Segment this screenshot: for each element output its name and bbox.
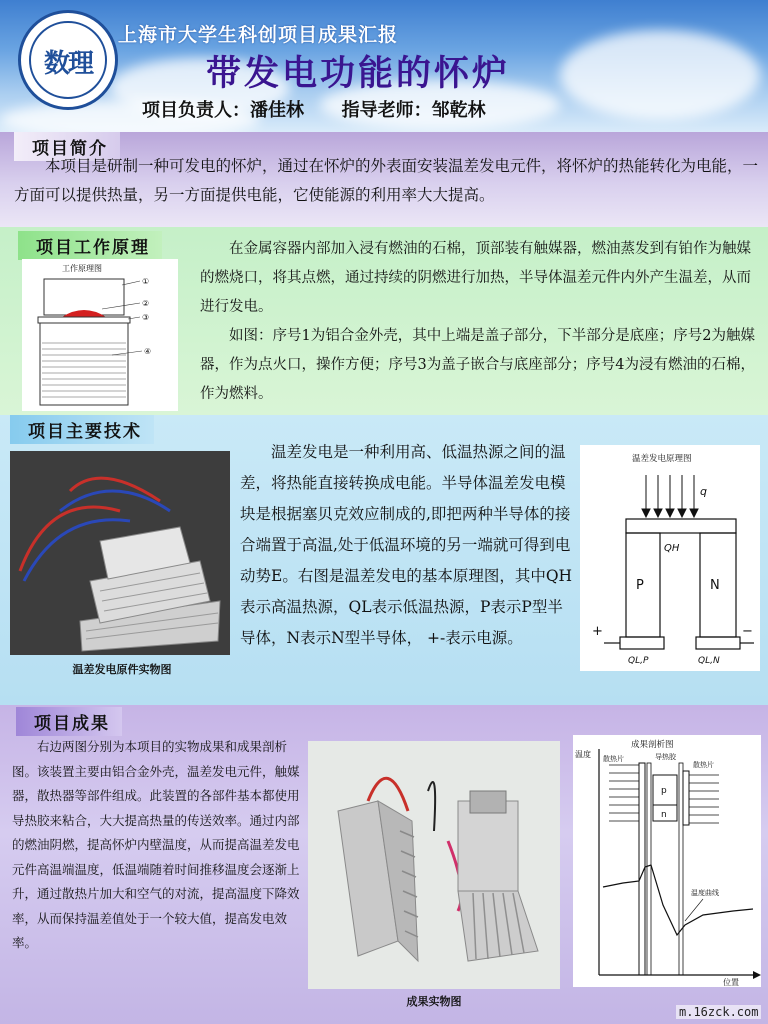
fig1-lid	[44, 279, 124, 315]
principle-heading: 项目工作原理	[18, 231, 162, 260]
module-photo-caption: 温差发电原件实物图	[72, 663, 172, 676]
result-body: 右边两图分别为本项目的实物成果和成果剖析图。该装置主要由铝合金外壳，温差发电元件，触媒器，散热器等部件组成。此装置的各部件基本都使用导热胶来粘合，大大提高热量的传送效率。通过内部的燃油阴燃，提高怀炉内壁温度，从而提高温差发电元件高温端温度，低温端随着时间推移温度会逐渐上升，通过散热片加大和空气的对流，提高温度下降效率，从而保持温差值处于一个较大值，提高发电效率。	[12, 739, 300, 950]
fig2-qh-label: QH	[664, 543, 680, 554]
fig1-catalyst	[62, 310, 106, 317]
fig2-p-label: P	[636, 578, 644, 593]
tech-body: 温差发电是一种利用高、低温热源之间的温差，将热能直接转换成电能。半导体温差发电模块是根据塞贝克效应制成的,即把两种半导体的接合端置于高温,处于低温环境的另一端就可得到电动势E。右图是温差发电的基本原理图，其中QH表示高温热源，QL表示低温热源，P表示P型半导体，N表示N型半导体， +-表示电源。	[240, 443, 573, 647]
tech-heading: 项目主要技术	[10, 415, 154, 444]
fig2-qln-label: QL,N	[698, 656, 720, 666]
working-principle-figure	[22, 259, 178, 411]
principle-section	[0, 227, 768, 415]
fig2-plus-label: +	[592, 624, 603, 639]
fig3-right-fins	[689, 775, 719, 823]
thermoelectric-principle-diagram	[580, 445, 760, 671]
fig3-curve-leader	[685, 899, 703, 921]
fig3-left-heatsink-label: 散热片	[603, 755, 624, 763]
fig3-left-fins	[609, 765, 639, 821]
fig1-marker-1: ①	[142, 277, 150, 286]
thermoelectric-module-photo	[10, 451, 230, 655]
fig3-glue-right	[679, 763, 683, 975]
principle-paragraph-1: 在金属容器内部加入浸有燃油的石棉，顶部装有触媒器，燃油蒸发到有铂作为触媒的燃烧口，将其点燃，通过持续的阴燃进行加热，半导体温差元件内外产生温差，从而进行发电。	[200, 241, 751, 315]
fig1-joint	[38, 317, 130, 323]
result-analysis-figure	[573, 735, 761, 987]
thermoelectric-principle-figure	[580, 445, 760, 671]
fig2-bottom-plate-left	[620, 637, 664, 649]
site-watermark: m.16zck.com	[676, 1005, 761, 1019]
fig1-leaders	[102, 281, 142, 355]
fig3-x-label: 位置	[723, 978, 739, 987]
project-leaders: 项目负责人：潘佳林 指导老师：邹乾林	[142, 100, 486, 121]
principle-paragraph-2: 如图：序号1为铝合金外壳，其中上端是盖子部分，下半部分是底座；序号2为触媒器，作为点火口，操作方便；序号3为盖子嵌合与底座部分；序号4为浸有燃油的石棉，作为燃料。	[200, 328, 755, 402]
fig2-heat-arrows	[642, 475, 698, 517]
fig3-title: 成果剖析图	[631, 740, 674, 750]
poster-title: 带发电功能的怀炉	[206, 54, 511, 94]
result-analysis-diagram	[573, 735, 761, 987]
fig3-curve-label: 温度曲线	[691, 889, 719, 897]
header-banner	[0, 0, 768, 132]
fig3-x-arrow	[753, 971, 761, 979]
fig1-title: 工作原理图	[62, 264, 102, 273]
prototype-photo	[308, 741, 560, 989]
principle-body	[200, 235, 756, 409]
fig2-top-plate	[626, 519, 736, 533]
fig2-title: 温差发电原理图	[632, 454, 692, 464]
result-heading: 项目成果	[16, 707, 122, 736]
prototype-illustration	[308, 741, 560, 989]
fig3-temperature-curve	[603, 865, 753, 935]
fig1-marker-2: ②	[142, 299, 150, 308]
fig2-minus-label: −	[742, 624, 753, 639]
logo-glyphs: 数理	[43, 49, 92, 79]
intro-heading: 项目简介	[14, 132, 120, 161]
intro-body: 本项目是研制一种可发电的怀炉，通过在怀炉的外表面安装温差发电元件，将怀炉的热能转化为电能，一方面可以提供热量，另一方面提供电能，它使能源的利用率大大提高。	[14, 157, 759, 204]
prototype-photo-caption: 成果实物图	[406, 995, 462, 1008]
working-principle-diagram	[22, 259, 178, 411]
fig3-p-label: p	[661, 786, 667, 796]
intro-section	[0, 132, 768, 227]
fig1-marker-3: ③	[142, 313, 150, 322]
fig2-n-label: N	[710, 578, 720, 593]
fig3-glue-left	[647, 763, 651, 975]
poster-subtitle: 上海市大学生科创项目成果汇报	[118, 24, 399, 46]
fig3-right-heatsink-label: 散热片	[693, 761, 714, 769]
school-logo	[18, 10, 118, 110]
fig3-glue-label: 导热胶	[655, 753, 676, 761]
fig3-right-base	[683, 771, 689, 825]
tech-section	[0, 415, 768, 705]
fig2-bottom-plate-right	[696, 637, 740, 649]
fig1-asbestos	[42, 343, 126, 397]
fig3-y-label: 温度	[575, 750, 591, 759]
fig1-base	[40, 323, 128, 405]
thermoelectric-module-illustration	[10, 451, 230, 655]
result-section	[0, 705, 768, 1024]
fig3-n-label: n	[661, 810, 667, 820]
fig2-q-label: q	[700, 485, 707, 498]
fig2-qlp-label: QL,P	[628, 656, 649, 666]
cloud-decoration	[560, 30, 760, 120]
fig1-marker-4: ④	[144, 347, 152, 356]
